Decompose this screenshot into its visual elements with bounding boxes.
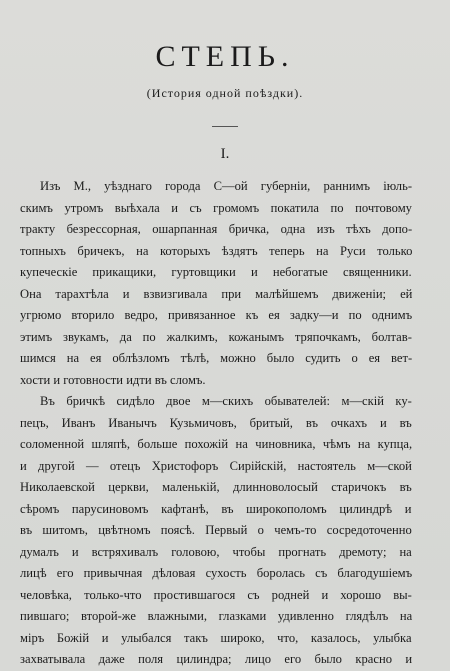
- text-line: шимся на ея облѣзломъ тѣлѣ, можно было судить о ея вет-: [20, 351, 413, 365]
- text-line: хости и готовности идти въ сломъ.: [20, 372, 206, 387]
- text-line: въ шитомъ, цвѣтномъ поясѣ. Первый о чемъ-то сосредоточенно: [20, 523, 412, 537]
- text-line: соломенной шляпѣ, больше похожій на чиновника, чѣмъ на купца,: [20, 437, 413, 451]
- text-line: пившаго; второй-же влажными, глазками удивленно глядѣлъ на: [20, 609, 413, 623]
- text-line: и другой — отецъ Христофоръ Сирійскій, настоятель м—ской: [20, 458, 412, 473]
- chapter-number: I.: [220, 146, 230, 162]
- text-line: лицѣ его привычная дѣловая сухость боролась съ благодушіемъ: [20, 566, 413, 580]
- text-line: скимъ утромъ выѣхала и съ громомъ покатила по почтовому: [20, 200, 412, 215]
- text-line: этимъ звукамъ, да по жалкимъ, кожанымъ тряпочкамъ, болтав-: [20, 329, 412, 344]
- document-subtitle: (История одной поѣздки).: [146, 86, 304, 100]
- text-line: захватывала даже поля цилиндра; лицо его было красно и: [20, 652, 413, 666]
- text-line: угрюмо вторило ведро, привязанное къ ея задку—и по однимъ: [20, 308, 413, 322]
- text-line: Она тарахтѣла и взвизгивала при малѣйшемъ движеніи; ей: [20, 286, 413, 301]
- text-line: топныхъ бричекъ, на которыхъ ѣздятъ теперь на Руси только: [20, 243, 413, 258]
- text-line: купеческіе прикащики, гуртовщики и небогатые священники.: [20, 265, 412, 279]
- title-divider: [212, 126, 238, 127]
- text-line: Николаевской церкви, маленькій, длинноволосый старичокъ въ: [20, 480, 412, 494]
- text-line: тракту безрессорная, ошарпанная бричка, одна изъ тѣхъ допо-: [20, 222, 413, 236]
- text-line: человѣка, только-что простившагося съ родней и хорошо вы-: [20, 587, 412, 602]
- text-line: Въ бричкѣ сидѣло двое м—скихъ обывателей: м—скій ку-: [40, 394, 412, 408]
- body-text: [20, 176, 412, 671]
- text-line: думалъ и встряхивалъ головою, чтобы прогнать дремоту; на: [20, 544, 412, 559]
- text-line: пецъ, Иванъ Иванычъ Кузьмичовъ, бритый, въ очкахъ и въ: [20, 415, 412, 430]
- text-line: міръ Божій и улыбался такъ широко, что, казалось, улыбка: [20, 630, 412, 645]
- text-line: Изъ М., уѣзднаго города С—ой губерніи, раннимъ іюль-: [40, 179, 413, 193]
- text-line: сѣромъ парусиновомъ кафтанѣ, въ широкополомъ цилиндрѣ и: [20, 501, 412, 516]
- document-title: СТЕПЬ.: [155, 40, 295, 73]
